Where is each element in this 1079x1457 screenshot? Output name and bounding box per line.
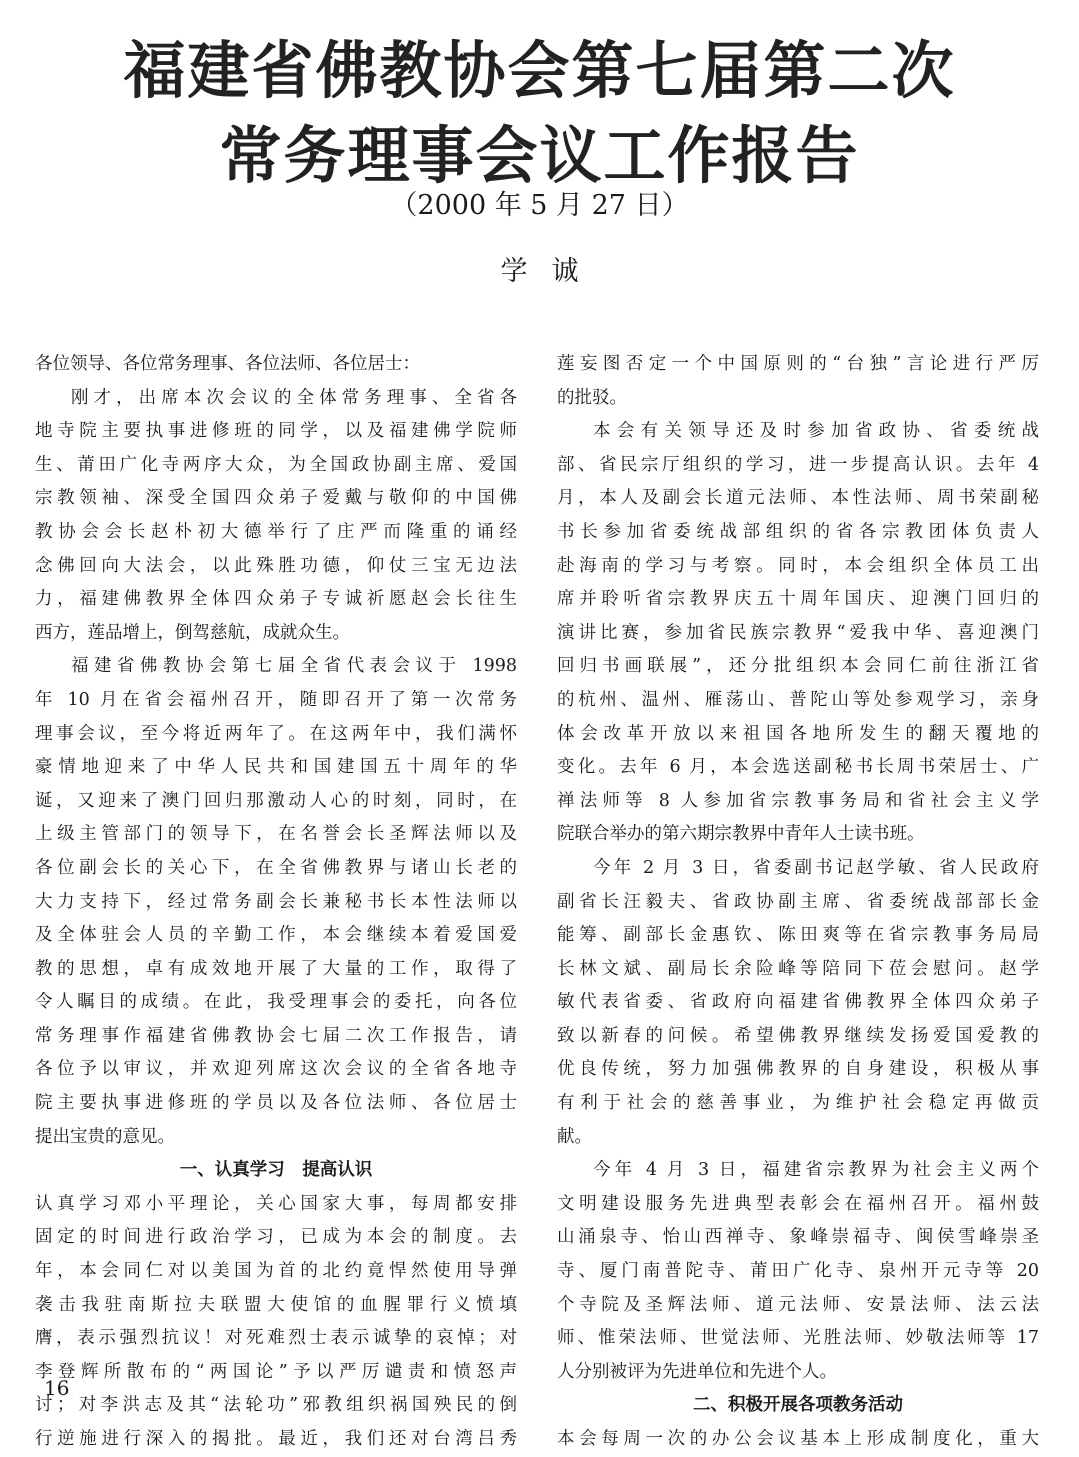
text-line: 常务理事作福建省佛教协会七届二次工作报告，请 <box>35 1025 517 1046</box>
text-line: 今年 4 月 3 日，福建省宗教界为社会主义两个 <box>593 1160 1039 1181</box>
text-line: 讨；对李洪志及其“法轮功”邪教组织祸国殃民的倒 <box>35 1395 517 1416</box>
text-line: 献。 <box>557 1126 592 1147</box>
text-line: 令人瞩目的成绩。在此，我受理事会的委托，向各位 <box>35 992 517 1013</box>
text-line: 袭击我驻南斯拉夫联盟大使馆的血腥罪行义愤填 <box>35 1294 517 1315</box>
text-line: 副省长汪毅夫、省政协副主席、省委统战部部长金 <box>557 891 1039 912</box>
text-line: 各位予以审议，并欢迎列席这次会议的全省各地寺 <box>35 1059 517 1080</box>
text-line: 教协会会长赵朴初大德举行了庄严而隆重的诵经 <box>35 521 517 542</box>
text-line: 年 10 月在省会福州召开，随即召开了第一次常务 <box>35 689 517 710</box>
left-text-column <box>35 348 517 1457</box>
text-line: 各位副会长的关心下，在全省佛教界与诸山长老的 <box>35 857 517 878</box>
text-line: 力，福建佛教界全体四众弟子专诚祈愿赵会长往生 <box>35 589 517 610</box>
text-line: 莲妄图否定一个中国原则的“台独”言论进行严厉 <box>557 354 1039 374</box>
text-line: 山涌泉寺、怡山西禅寺、象峰崇福寺、闽侯雪峰崇圣 <box>557 1227 1039 1248</box>
section-heading-1: 一、认真学习 提高认识 <box>179 1160 373 1181</box>
text-line: 师、惟荣法师、世觉法师、光胜法师、妙敬法师等 17 <box>557 1328 1039 1349</box>
text-line: 地寺院主要执事进修班的同学，以及福建佛学院师 <box>35 421 517 442</box>
text-line: 刚才，出席本次会议的全体常务理事、全省各 <box>71 387 517 408</box>
text-line: 西方，莲品增上，倒驾慈航，成就众生。 <box>35 622 350 643</box>
right-text-column <box>557 348 1039 1457</box>
text-line: 变化。去年 6 月，本会选送副秘书长周书荣居士、广 <box>557 757 1039 778</box>
text-line: 行逆施进行深入的揭批。最近，我们还对台湾吕秀 <box>35 1429 517 1449</box>
text-line: 宗教领袖、深受全国四众弟子爱戴与敬仰的中国佛 <box>35 488 517 509</box>
text-line: 人分别被评为先进单位和先进个人。 <box>557 1361 837 1382</box>
text-line: 文明建设服务先进典型表彰会在福州召开。福州鼓 <box>557 1193 1039 1214</box>
text-line: 理事会议，至今将近两年了。在这两年中，我们满怀 <box>35 723 517 744</box>
text-line: 院主要执事进修班的学员以及各位法师、各位居士 <box>35 1093 517 1114</box>
text-line: 李登辉所散布的“两国论”予以严厉谴责和愤怒声 <box>35 1361 517 1382</box>
text-line: 寺、厦门南普陀寺、莆田广化寺、泉州开元寺等 20 <box>557 1261 1039 1282</box>
text-line: 诞，又迎来了澳门回归那激动人心的时刻，同时，在 <box>35 790 517 811</box>
text-line: 月，本人及副会长道元法师、本性法师、周书荣副秘 <box>557 488 1039 509</box>
section-heading-2: 二、积极开展各项教务活动 <box>693 1395 903 1416</box>
text-line: 豪情地迎来了中华人民共和国建国五十周年的华 <box>35 757 517 778</box>
text-line: 体会改革开放以来祖国各地所发生的翻天覆地的 <box>557 723 1039 744</box>
salutation-line: 各位领导、各位常务理事、各位法师、各位居士： <box>35 354 420 374</box>
text-line: 个寺院及圣辉法师、道元法师、安景法师、法云法 <box>557 1294 1039 1315</box>
text-line: 赴海南的学习与考察。同时，本会组织全体员工出 <box>557 555 1039 576</box>
text-line: 回归书画联展”，还分批组织本会同仁前往浙江省 <box>557 656 1039 677</box>
text-line: 优良传统，努力加强佛教界的自身建设，积极从事 <box>557 1059 1039 1080</box>
text-line: 长林文斌、副局长余险峰等陪同下莅会慰问。赵学 <box>557 958 1039 979</box>
report-title-line-2: 常务理事会议工作报告 <box>219 119 860 192</box>
text-line: 禅法师等 8 人参加省宗教事务局和省社会主义学 <box>557 790 1039 811</box>
text-line: 部、省民宗厅组织的学习，进一步提高认识。去年 4 <box>557 454 1039 475</box>
text-line: 敏代表省委、省政府向福建省佛教界全体四众弟子 <box>557 992 1039 1013</box>
text-line: 固定的时间进行政治学习，已成为本会的制度。去 <box>35 1227 517 1248</box>
text-line: 生、莆田广化寺两序大众，为全国政协副主席、爱国 <box>35 454 517 475</box>
report-date: （2000 年 5 月 27 日） <box>390 190 689 221</box>
text-line: 及全体驻会人员的辛勤工作，本会继续本着爱国爱 <box>35 925 517 946</box>
text-line: 本会有关领导还及时参加省政协、省委统战 <box>593 421 1039 442</box>
text-line: 有利于社会的慈善事业，为维护社会稳定再做贡 <box>557 1093 1039 1114</box>
text-line: 福建省佛教协会第七届全省代表会议于 1998 <box>71 656 517 677</box>
text-line: 教的思想，卓有成效地开展了大量的工作，取得了 <box>35 958 517 979</box>
text-line: 年，本会同仁对以美国为首的北约竟悍然使用导弹 <box>35 1261 517 1282</box>
text-line: 演讲比赛，参加省民族宗教界“爱我中华、喜迎澳门 <box>557 622 1039 643</box>
text-line: 书长参加省委统战部组织的省各宗教团体负责人 <box>557 521 1039 542</box>
text-line: 提出宝贵的意见。 <box>35 1126 175 1147</box>
text-line: 大力支持下，经过常务副会长兼秘书长本性法师以 <box>35 891 517 912</box>
text-line: 院联合举办的第六期宗教界中青年人士读书班。 <box>557 824 925 845</box>
report-author: 学诚 <box>500 256 603 287</box>
text-line: 的批驳。 <box>557 387 627 408</box>
text-line: 致以新春的问候。希望佛教界继续发扬爱国爱教的 <box>557 1025 1039 1046</box>
text-line: 念佛回向大法会，以此殊胜功德，仰仗三宝无边法 <box>35 555 517 576</box>
text-line: 本会每周一次的办公会议基本上形成制度化，重大 <box>557 1429 1039 1449</box>
text-line: 能筹、副部长金惠钦、陈田爽等在省宗教事务局局 <box>557 925 1039 946</box>
report-title-line-1: 福建省佛教协会第七届第二次 <box>123 34 956 107</box>
text-line: 的杭州、温州、雁荡山、普陀山等处参观学习，亲身 <box>557 689 1039 710</box>
text-line: 认真学习邓小平理论，关心国家大事，每周都安排 <box>35 1193 517 1214</box>
text-line: 今年 2 月 3 日，省委副书记赵学敏、省人民政府 <box>593 857 1039 878</box>
text-line: 膺，表示强烈抗议！对死难烈士表示诚挚的哀悼；对 <box>35 1328 517 1349</box>
page-number: 16 <box>44 1376 70 1400</box>
text-line: 上级主管部门的领导下，在名誉会长圣辉法师以及 <box>35 824 517 845</box>
text-line: 席并聆听省宗教界庆五十周年国庆、迎澳门回归的 <box>557 589 1039 610</box>
